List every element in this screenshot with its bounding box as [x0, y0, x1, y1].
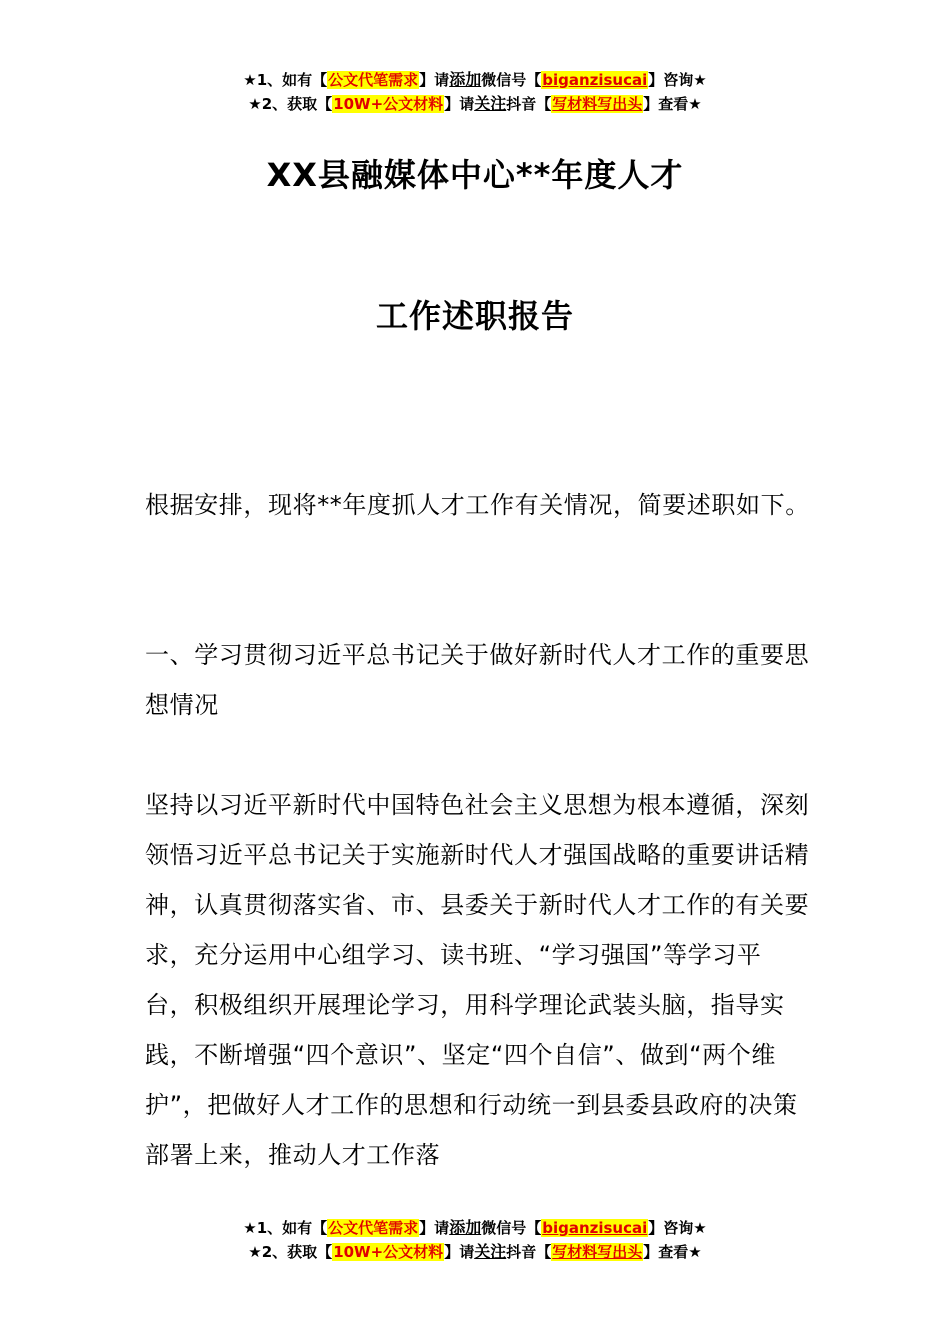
banner-highlight: 公文代笔需求: [328, 71, 419, 89]
paragraph-text: 坚持以习近平新时代中国特色社会主义思想为根本遵循，深刻领悟习近平总书记关于实施新时代人才强国战略的重要讲话精神，认真贯彻落实省、市、县委关于新时代人才工作的有关要求，充分运用中心组学习、读书班、“学习强国”等学习平台，积极组织开展理论学习，用科学理论武装头脑，指导实践，不断增强“四个意识”、坚定“四个自信”、做到“两个维护”，把做好人才工作的思想和行动统一到县委县政府的决策部署上来，推动人才工作落: [145, 791, 810, 1169]
banner-line-1: [0, 68, 950, 92]
banner-text: 微信号【: [481, 1219, 542, 1237]
banner-text: ★2、获取【: [248, 1243, 333, 1261]
banner-highlight: 10W+公文材料: [333, 1243, 444, 1261]
banner-highlight-douyin[interactable]: 写材料写出头: [552, 1243, 643, 1261]
banner-highlight: 公文代笔需求: [328, 1219, 419, 1237]
banner-line-2: [0, 92, 950, 116]
banner-highlight-wechat[interactable]: biganzisucai: [542, 71, 648, 89]
document-title-line-2: 工作述职报告: [375, 297, 574, 335]
banner-text: 】请: [419, 71, 450, 89]
paragraph-text: 根据安排，现将**年度抓人才工作有关情况，简要述职如下。: [145, 491, 810, 519]
banner-text: 】查看★: [643, 95, 702, 113]
banner-text: ★1、如有【: [243, 1219, 328, 1237]
section-heading-text: 一、学习贯彻习近平总书记关于做好新时代人才工作的重要思想情况: [145, 641, 810, 719]
document-title-line-1: XX县融媒体中心**年度人才: [266, 156, 684, 194]
banner-text: ★1、如有【: [243, 71, 328, 89]
banner-text: 微信号【: [481, 71, 542, 89]
footer-banner: [0, 1216, 950, 1264]
banner-emphasis: 添加: [449, 1218, 482, 1237]
banner-line-2: [0, 1240, 950, 1264]
banner-text: 抖音【: [506, 1243, 552, 1261]
banner-text: ★2、获取【: [248, 95, 333, 113]
body-paragraph-intro: [145, 480, 810, 530]
banner-emphasis: 添加: [449, 70, 482, 89]
banner-highlight-wechat[interactable]: biganzisucai: [542, 1219, 648, 1237]
body-paragraph-1: [145, 780, 810, 1180]
banner-text: 】咨询★: [648, 71, 707, 89]
banner-text: 】请: [444, 95, 475, 113]
banner-emphasis: 关注: [474, 1242, 507, 1261]
banner-emphasis: 关注: [474, 94, 507, 113]
banner-text: 】请: [444, 1243, 475, 1261]
body-section-heading-1: [145, 630, 810, 730]
banner-text: 】咨询★: [648, 1219, 707, 1237]
banner-text: 】查看★: [643, 1243, 702, 1261]
header-banner: [0, 68, 950, 116]
banner-text: 抖音【: [506, 95, 552, 113]
banner-highlight: 10W+公文材料: [333, 95, 444, 113]
banner-line-1: [0, 1216, 950, 1240]
banner-text: 】请: [419, 1219, 450, 1237]
banner-highlight-douyin[interactable]: 写材料写出头: [552, 95, 643, 113]
